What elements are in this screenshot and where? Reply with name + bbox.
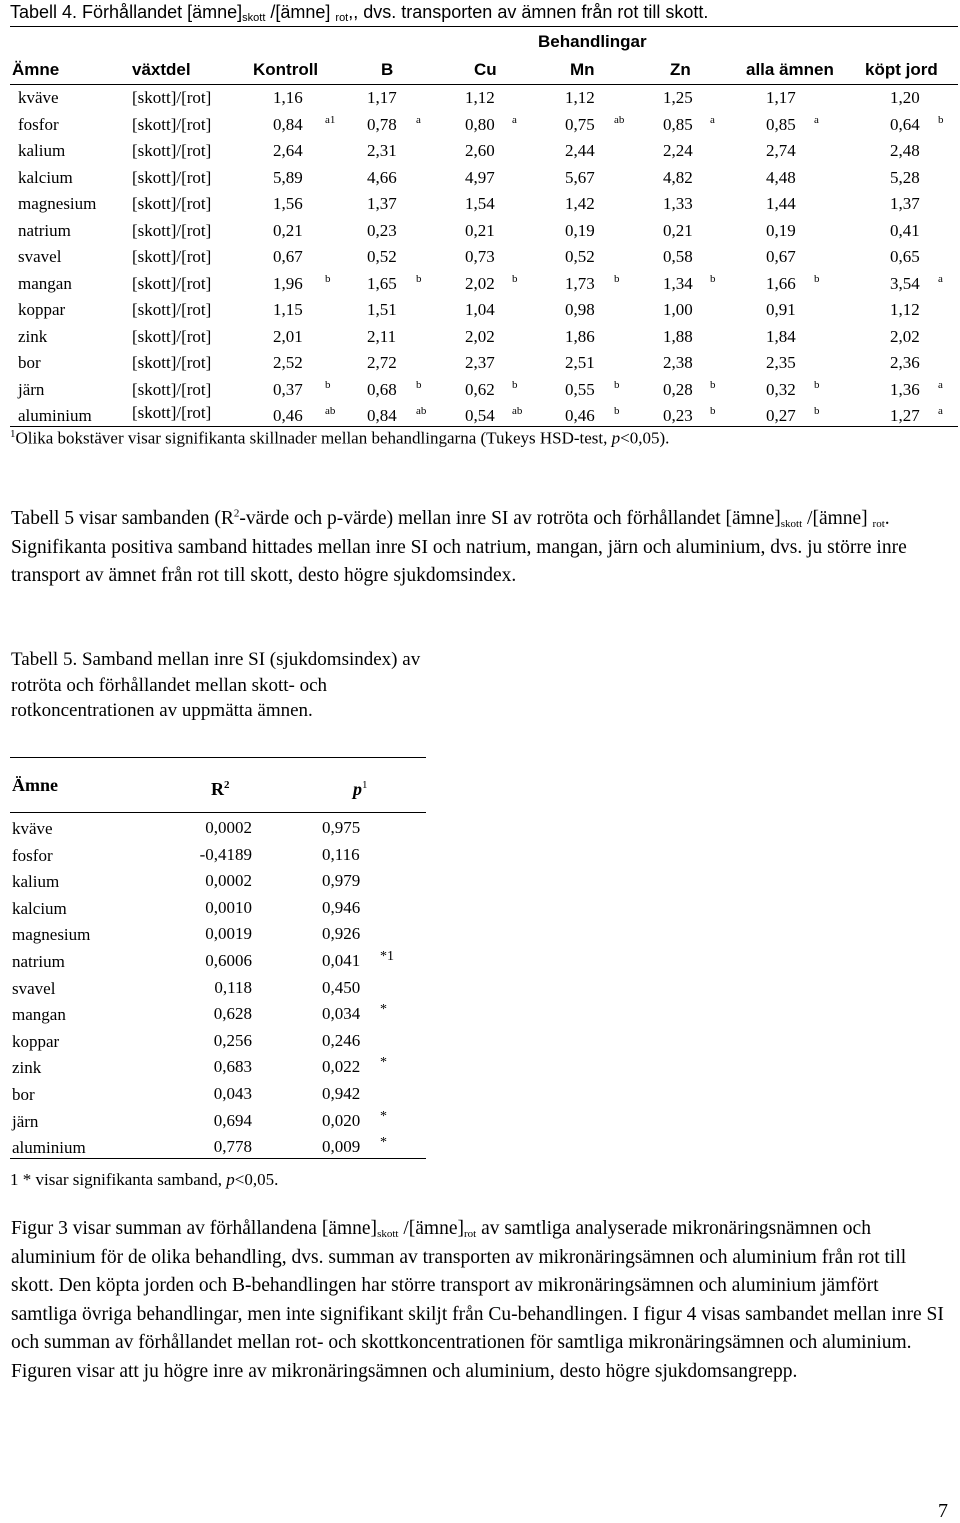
significance-letter: b	[512, 378, 518, 391]
row-amne: kalium	[12, 872, 60, 892]
table-cell: 0,73	[465, 247, 495, 266]
table-cell: 0,65	[890, 247, 920, 266]
table-cell: 0,98	[565, 300, 595, 319]
row-p: 0,926	[322, 924, 361, 944]
row-amne: zink	[12, 1058, 42, 1078]
significance-letter: a	[416, 113, 421, 126]
column-header-p	[353, 775, 368, 799]
row-amne: fosfor	[18, 114, 59, 134]
table-cell: 0,75	[565, 114, 595, 134]
table-cell: 0,84	[367, 406, 397, 425]
table-cell: 1,27	[890, 406, 920, 425]
row-amne: fosfor	[12, 845, 53, 865]
row-vaxtdel: [skott]/[rot]	[132, 220, 212, 240]
table-cell: 1,36	[890, 379, 920, 399]
table5-top-rule	[10, 757, 426, 758]
row-p: 0,034	[322, 1004, 361, 1024]
row-r2: 0,0010	[205, 897, 252, 917]
significance-letter: b	[710, 378, 716, 391]
table-cell: 2,37	[465, 353, 495, 372]
significance-letter: ab	[325, 405, 336, 417]
table-cell: 0,84	[273, 114, 303, 134]
footnote-text: * visar signifikanta samband,	[18, 1170, 227, 1189]
paragraph-text: /[ämne]	[802, 508, 873, 529]
significance-letter: b	[814, 272, 820, 285]
row-p: 0,942	[322, 1084, 361, 1103]
caption-text: /[ämne]	[265, 2, 336, 22]
table-cell: 2,11	[367, 326, 397, 346]
footnote-text: Olika bokstäver visar signifikanta skillnader mellan behandlingarna (Tukeys HSD-test,	[15, 428, 612, 448]
table-cell: 0,91	[766, 300, 796, 319]
column-header: växtdel	[132, 60, 191, 79]
row-r2: 0,683	[213, 1057, 252, 1077]
row-amne: kalium	[18, 141, 66, 160]
table-cell: 0,41	[890, 220, 920, 240]
significance-letter: b	[614, 378, 620, 391]
table-cell: 5,67	[565, 167, 595, 187]
table-cell: 0,85	[663, 114, 693, 134]
significance-letter: a	[938, 272, 943, 285]
table-cell: 0,23	[663, 406, 693, 425]
row-r2: 0,043	[213, 1084, 252, 1103]
paragraph-figures	[11, 1215, 946, 1386]
table-cell: 1,66	[766, 273, 796, 293]
row-vaxtdel: [skott]/[rot]	[132, 88, 212, 107]
row-amne: kväve	[12, 819, 53, 838]
footnote-marker: 1	[10, 1170, 19, 1189]
row-amne: järn	[12, 1111, 39, 1131]
table5-footnote	[10, 1170, 278, 1190]
table-cell: 1,51	[367, 300, 397, 319]
row-amne: magnesium	[12, 925, 91, 945]
significance-letter: a1	[325, 113, 336, 126]
row-amne: järn	[18, 379, 45, 399]
row-vaxtdel: [skott]/[rot]	[132, 114, 212, 134]
table-cell: 1,17	[766, 88, 796, 107]
header-superscript: 1	[362, 779, 368, 791]
subscript: skott	[377, 1228, 399, 1240]
table-cell: 4,82	[663, 167, 693, 187]
table-cell: 0,32	[766, 379, 796, 399]
row-r2: 0,118	[214, 977, 252, 997]
row-amne: bor	[12, 1085, 35, 1104]
table-cell: 1,54	[465, 194, 495, 213]
table-cell: 1,56	[273, 194, 303, 213]
table-cell: 0,37	[273, 379, 303, 399]
significance-letter: a	[710, 113, 715, 126]
table-cell: 1,20	[890, 88, 920, 107]
table-cell: 4,48	[766, 167, 796, 187]
row-p: 0,022	[322, 1057, 361, 1077]
group-header: Behandlingar	[538, 32, 647, 51]
paragraph-text: av samtliga analyserade mikronäringsnämnen och aluminium för de olika behandling, dvs. summan av transporten av mikronäringsämnen och aluminium från rot till skott. Den köpta jorden och B-behandlingen har större transport av mikronäringsämnen och aluminium jämfört samtliga övriga behandlingar, men inte signifikant skiljt från Cu-behandlingen. I figur 4 visas sambandet mellan inre SI och summan av förhållandet mellan rot- och skottkoncentrationen för samtliga mikronäringsämnen och aluminium. Figuren visar att ju högre inre av mikronäringsämnen och aluminium, desto högre sjukdomsangrepp.	[11, 1218, 944, 1382]
table-cell: 4,66	[367, 167, 397, 187]
paragraph-text: -värde och p-värde) mellan inre SI av rotröta och förhållandet [ämne]	[239, 508, 781, 529]
table-cell: 1,88	[663, 326, 693, 346]
row-amne: svavel	[18, 247, 62, 266]
table-cell: 1,04	[465, 300, 495, 319]
column-header: alla ämnen	[746, 60, 834, 79]
footnote-text: <0,05).	[620, 428, 670, 448]
row-amne: zink	[18, 326, 48, 346]
row-vaxtdel: [skott]/[rot]	[132, 300, 212, 319]
table-cell: 1,86	[565, 326, 595, 346]
significance-marker: *	[380, 1002, 387, 1018]
column-header-r2	[211, 775, 230, 799]
table-cell: 2,60	[465, 141, 495, 160]
table-cell: 2,74	[766, 141, 796, 160]
table-cell: 1,84	[766, 326, 796, 346]
significance-letter: b	[938, 113, 944, 126]
table-cell: 0,21	[465, 220, 495, 240]
footnote-italic: p	[226, 1170, 235, 1189]
table-cell: 1,37	[890, 194, 920, 213]
row-p: 0,450	[322, 977, 361, 997]
table-cell: 0,52	[367, 247, 397, 266]
table-cell: 0,78	[367, 114, 397, 134]
table-cell: 1,44	[766, 194, 796, 213]
table-cell: 5,28	[890, 167, 920, 187]
table-cell: 0,80	[465, 114, 495, 134]
table-cell: 0,67	[766, 247, 796, 266]
significance-letter: b	[325, 378, 331, 391]
table-cell: 0,85	[766, 114, 796, 134]
table-cell: 2,38	[663, 353, 693, 372]
paragraph-text: /[ämne]	[398, 1218, 464, 1239]
row-vaxtdel: [skott]/[rot]	[132, 353, 212, 372]
row-vaxtdel: [skott]/[rot]	[132, 403, 212, 422]
superscript: 2	[233, 507, 240, 520]
subscript: rot	[463, 1228, 477, 1240]
row-p: 0,116	[322, 844, 360, 864]
table-cell: 2,35	[766, 353, 796, 372]
column-header: Ämne	[12, 60, 60, 79]
table-cell: 2,51	[565, 353, 595, 372]
row-amne: mangan	[18, 273, 72, 293]
row-p: 0,946	[322, 897, 361, 917]
paragraph-text: Figur 3 visar summan av förhållandena [ämne]	[11, 1218, 378, 1239]
table-cell: 4,97	[465, 167, 495, 187]
table-cell: 0,19	[766, 220, 796, 240]
row-amne: aluminium	[18, 406, 92, 425]
table-cell: 1,12	[465, 88, 495, 107]
row-amne: koppar	[18, 300, 66, 319]
table-cell: 2,36	[890, 353, 920, 372]
significance-letter: b	[710, 405, 716, 417]
significance-letter: b	[614, 405, 620, 417]
row-amne: kalcium	[12, 898, 67, 918]
column-header: Cu	[474, 60, 497, 79]
table-cell: 0,67	[273, 247, 303, 266]
row-r2: -0,4189	[199, 844, 252, 864]
row-r2: 0,6006	[205, 951, 252, 970]
table-cell: 2,48	[890, 141, 920, 160]
row-amne: natrium	[18, 220, 71, 240]
row-r2: 0,0019	[205, 924, 252, 944]
row-p: 0,979	[322, 871, 361, 891]
significance-letter: a	[938, 378, 943, 391]
row-amne: kväve	[18, 88, 59, 107]
caption-subscript: skott	[242, 12, 266, 24]
table-cell: 0,64	[890, 114, 920, 134]
row-r2: 0,628	[213, 1004, 252, 1024]
table-cell: 5,89	[273, 167, 303, 187]
significance-letter: b	[814, 378, 820, 391]
table-cell: 0,54	[465, 406, 495, 425]
table-cell: 0,68	[367, 379, 397, 399]
table-cell: 0,27	[766, 406, 796, 425]
table-cell: 2,52	[273, 353, 303, 372]
table-cell: 1,33	[663, 194, 693, 213]
table-cell: 1,96	[273, 273, 303, 293]
row-p: 0,020	[322, 1110, 361, 1130]
significance-letter: b	[710, 272, 716, 285]
table-cell: 0,21	[273, 220, 303, 240]
table-cell: 2,01	[273, 326, 303, 346]
table-cell: 0,21	[663, 220, 693, 240]
row-amne: kalcium	[18, 167, 73, 187]
table-cell: 1,34	[663, 273, 693, 293]
significance-letter: b	[512, 272, 518, 285]
significance-marker: *	[380, 1055, 387, 1071]
row-p: 0,041	[322, 951, 361, 970]
table-cell: 1,12	[565, 88, 595, 107]
significance-letter: b	[614, 272, 620, 285]
header-text: p	[353, 779, 362, 799]
table-cell: 2,31	[367, 141, 397, 160]
row-vaxtdel: [skott]/[rot]	[132, 379, 212, 399]
table-cell: 3,54	[890, 273, 920, 293]
table-cell: 2,24	[663, 141, 693, 160]
row-p: 0,975	[322, 818, 361, 837]
significance-letter: a	[814, 113, 819, 126]
row-vaxtdel: [skott]/[rot]	[132, 194, 212, 213]
header-text: R	[211, 779, 224, 799]
significance-letter: b	[416, 272, 422, 285]
table-cell: 0,46	[273, 406, 303, 425]
footnote-marker: 1	[10, 428, 16, 440]
column-header-amne: Ämne	[12, 775, 58, 795]
significance-letter: b	[325, 272, 331, 285]
table-cell: 0,46	[565, 406, 595, 425]
significance-marker: *1	[380, 949, 394, 964]
table-cell: 2,72	[367, 353, 397, 372]
significance-letter: b	[814, 405, 820, 417]
significance-letter: ab	[416, 405, 427, 417]
significance-letter: a	[938, 405, 943, 417]
significance-letter: a	[512, 113, 517, 126]
table-cell: 0,28	[663, 379, 693, 399]
row-vaxtdel: [skott]/[rot]	[132, 326, 212, 346]
significance-letter: b	[416, 378, 422, 391]
footnote-text: <0,05.	[234, 1170, 279, 1189]
table-cell: 0,62	[465, 379, 495, 399]
row-amne: aluminium	[12, 1138, 86, 1158]
caption-text: Tabell 4. Förhållandet [ämne]	[10, 2, 243, 22]
paragraph-text: . Signifikanta positiva samband hittades mellan inre SI och natrium, mangan, järn och aluminium, dvs. ju större inre transport av ämnet från rot till skott, desto högre sjukdomsindex.	[11, 508, 907, 586]
row-amne: mangan	[12, 1005, 66, 1025]
header-superscript: 2	[224, 779, 230, 791]
row-amne: koppar	[12, 1031, 60, 1051]
caption-subscript: rot	[335, 12, 349, 24]
significance-letter: ab	[512, 405, 523, 417]
table-cell: 0,58	[663, 247, 693, 266]
footnote-italic: p	[611, 428, 621, 448]
table5-header-rule	[10, 812, 426, 813]
table-cell: 2,02	[465, 326, 495, 346]
table-cell: 1,16	[273, 88, 303, 107]
row-vaxtdel: [skott]/[rot]	[132, 247, 212, 266]
significance-marker: *	[380, 1135, 387, 1151]
table-cell: 1,37	[367, 194, 397, 213]
table-cell: 0,19	[565, 220, 595, 240]
page-number: 7	[938, 1500, 948, 1522]
row-vaxtdel: [skott]/[rot]	[132, 141, 212, 160]
row-r2: 0,694	[213, 1110, 252, 1130]
table-cell: 1,42	[565, 194, 595, 213]
table-cell: 0,52	[565, 247, 595, 266]
significance-letter: ab	[614, 113, 625, 126]
row-p: 0,246	[322, 1030, 361, 1050]
column-header: köpt jord	[865, 60, 938, 79]
row-vaxtdel: [skott]/[rot]	[132, 167, 212, 187]
subscript: skott	[780, 518, 803, 530]
table-cell: 1,25	[663, 88, 693, 107]
table-cell: 1,00	[663, 300, 693, 319]
table-cell: 1,73	[565, 273, 595, 293]
row-r2: 0,256	[213, 1030, 252, 1050]
column-header: Kontroll	[253, 60, 319, 79]
table-cell: 1,65	[367, 273, 397, 293]
row-r2: 0,778	[213, 1137, 252, 1157]
column-header: Zn	[670, 60, 691, 79]
row-p: 0,009	[322, 1137, 361, 1157]
table-cell: 0,23	[367, 220, 397, 240]
table-cell: 2,64	[273, 141, 303, 160]
table-cell: 1,17	[367, 88, 397, 107]
row-amne: svavel	[12, 978, 56, 998]
row-r2: 0,0002	[205, 818, 252, 837]
row-r2: 0,0002	[205, 871, 252, 891]
caption-text: ,, dvs. transporten av ämnen från rot till skott.	[348, 2, 709, 22]
paragraph-text: Tabell 5 visar sambanden (R	[11, 508, 234, 529]
table-cell: 1,12	[890, 300, 920, 319]
table-cell: 2,02	[465, 273, 495, 293]
table-cell: 0,55	[565, 379, 595, 399]
row-vaxtdel: [skott]/[rot]	[132, 273, 212, 293]
table5-caption: Tabell 5. Samband mellan inre SI (sjukdomsindex) av rotröta och förhållandet mellan skott- och rotkoncentrationen av uppmätta ämnen.	[11, 649, 421, 721]
subscript: rot	[872, 518, 885, 530]
column-header: Mn	[570, 60, 595, 79]
table-cell: 2,44	[565, 141, 595, 160]
column-header: B	[381, 60, 394, 79]
table-cell: 2,02	[890, 326, 920, 346]
significance-marker: *	[380, 1108, 387, 1124]
row-amne: natrium	[12, 952, 65, 971]
table-cell: 1,15	[273, 300, 303, 319]
row-amne: bor	[18, 353, 41, 372]
row-amne: magnesium	[18, 194, 97, 213]
